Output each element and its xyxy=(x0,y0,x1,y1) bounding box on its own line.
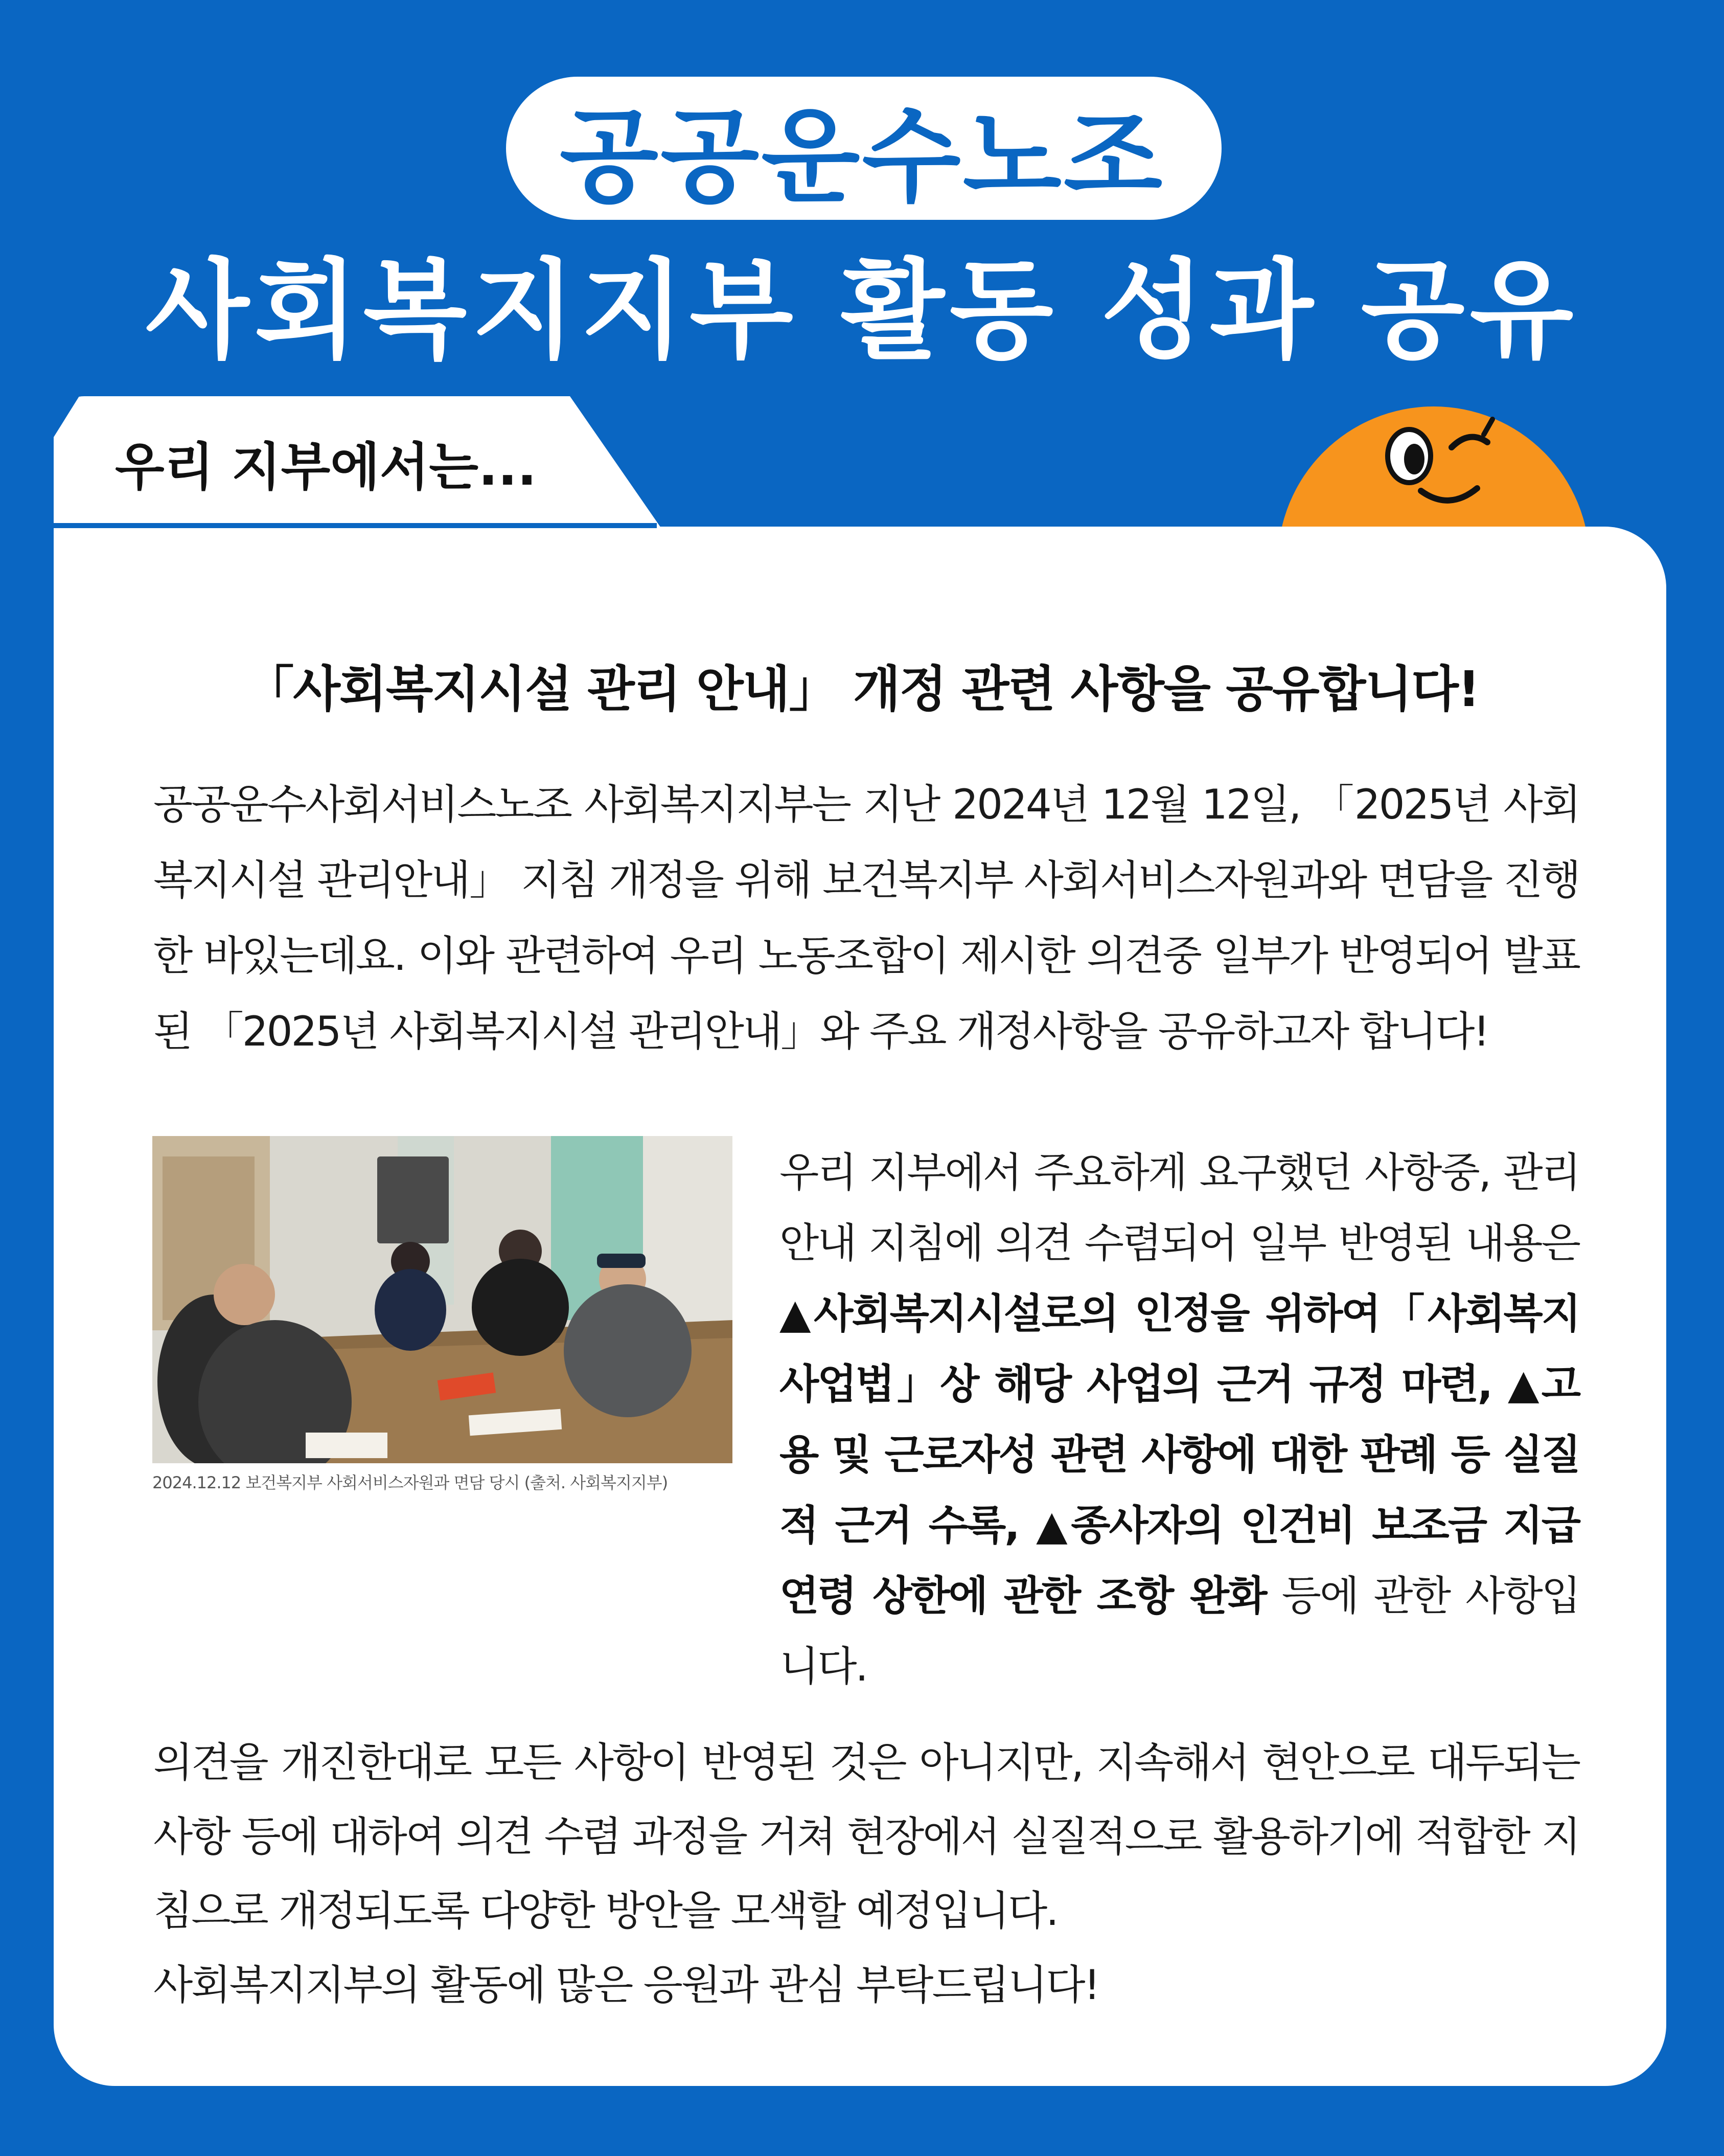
closing-text: 의견을 개진한대로 모든 사항이 반영된 것은 아니지만, 지속해서 현안으로 대두되는 사항 등에 대하여 의견 수렴 과정을 거쳐 현장에서 실질적으로 활용하기에 적합한 지침으로 개정되도록 다양한 방안을 모색할 예정입니다. xyxy=(153,1739,1579,1935)
headline: 「사회복지시설 관리 안내」 개정 관련 사항을 공유합니다! xyxy=(245,660,1479,718)
title-union: 공공운수노조 xyxy=(559,97,1165,217)
intro-paragraph: 공공운수사회서비스노조 사회복지지부는 지난 2024년 12월 12일, 「2025년 사회복지시설 관리안내」 지침 개정을 위해 보건복지부 사회서비스자원과와 면담을 진행한 바있는데요. 이와 관련하여 우리 노동조합이 제시한 의견중 일부가 반영되어 발표된 「2025년 사회복지시설 관리안내」와 주요 개정사항을 공유하고자 합니다! xyxy=(153,781,1579,1055)
closing-thanks: 사회복지지부의 활동에 많은 응원과 관심 부탁드립니다! xyxy=(153,1961,1099,2009)
closing-paragraph xyxy=(153,1726,1579,2022)
tab-divider xyxy=(54,523,657,528)
section-tab-label: 우리 지부에서는... xyxy=(115,437,537,497)
meeting-photo xyxy=(152,1136,732,1463)
title-branch: 사회복지지부 활동 성과 공유 xyxy=(145,248,1579,373)
photo-caption: 2024.12.12 보건복지부 사회서비스자원과 면담 당시 (출처. 사회복지지부) xyxy=(152,1473,668,1492)
key-results-lead: 우리 지부에서 주요하게 요구했던 사항중, 관리 안내 지침에 의견 수렴되어 일부 반영된 내용은 xyxy=(779,1149,1579,1267)
winking-face-icon xyxy=(1275,399,1592,527)
key-results-text xyxy=(779,1138,1579,1702)
key-results-tail: 등에 관한 사항입니다. xyxy=(779,1572,1579,1690)
key-results-highlights: ▲사회복지시설로의 인정을 위하여「사회복지사업법」상 해당 사업의 근거 규정 마련, ▲고용 및 근로자성 관련 사항에 대한 판례 등 실질적 근거 수록, ▲종사자의 인건비 보조금 지급 연령 상한에 관한 조항 완화 xyxy=(779,1290,1579,1620)
